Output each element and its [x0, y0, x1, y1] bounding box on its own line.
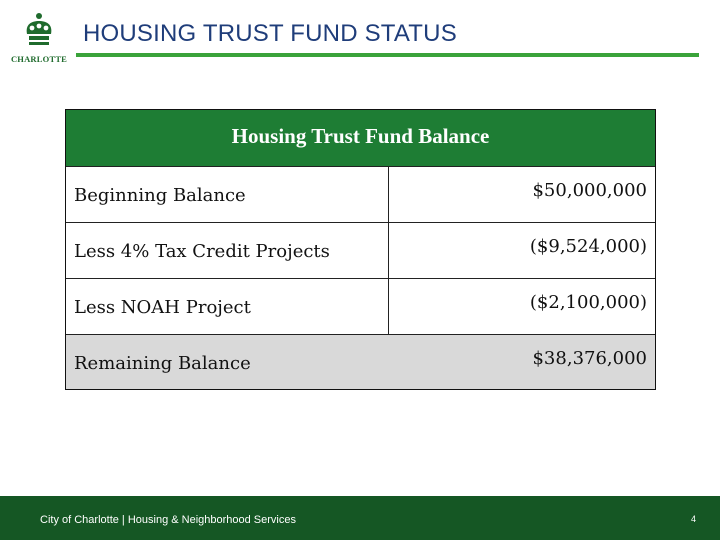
column-divider	[388, 279, 389, 334]
logo-wordmark: CHARLOTTE	[10, 54, 68, 64]
page-number: 4	[690, 514, 696, 524]
row-value: $38,376,000	[532, 348, 647, 369]
table-row-total	[66, 334, 655, 389]
table-heading: Housing Trust Fund Balance	[66, 110, 655, 166]
crown-icon	[23, 12, 55, 52]
table-row	[66, 222, 655, 278]
page-title: HOUSING TRUST FUND STATUS	[83, 20, 457, 47]
row-label: Less NOAH Project	[74, 297, 251, 318]
city-logo	[6, 10, 72, 64]
row-value: $50,000,000	[532, 180, 647, 201]
title-underline	[76, 53, 699, 57]
footer-text: City of Charlotte | Housing & Neighborhood Services	[40, 514, 296, 526]
row-label: Beginning Balance	[74, 185, 246, 206]
row-label: Less 4% Tax Credit Projects	[74, 241, 330, 262]
row-value: ($9,524,000)	[529, 236, 647, 257]
column-divider	[388, 167, 389, 222]
column-divider	[388, 223, 389, 278]
row-value: ($2,100,000)	[529, 292, 647, 313]
row-label: Remaining Balance	[74, 353, 251, 374]
table-row	[66, 166, 655, 222]
table-row	[66, 278, 655, 334]
balance-table	[65, 109, 656, 390]
footer-bar	[0, 496, 720, 540]
